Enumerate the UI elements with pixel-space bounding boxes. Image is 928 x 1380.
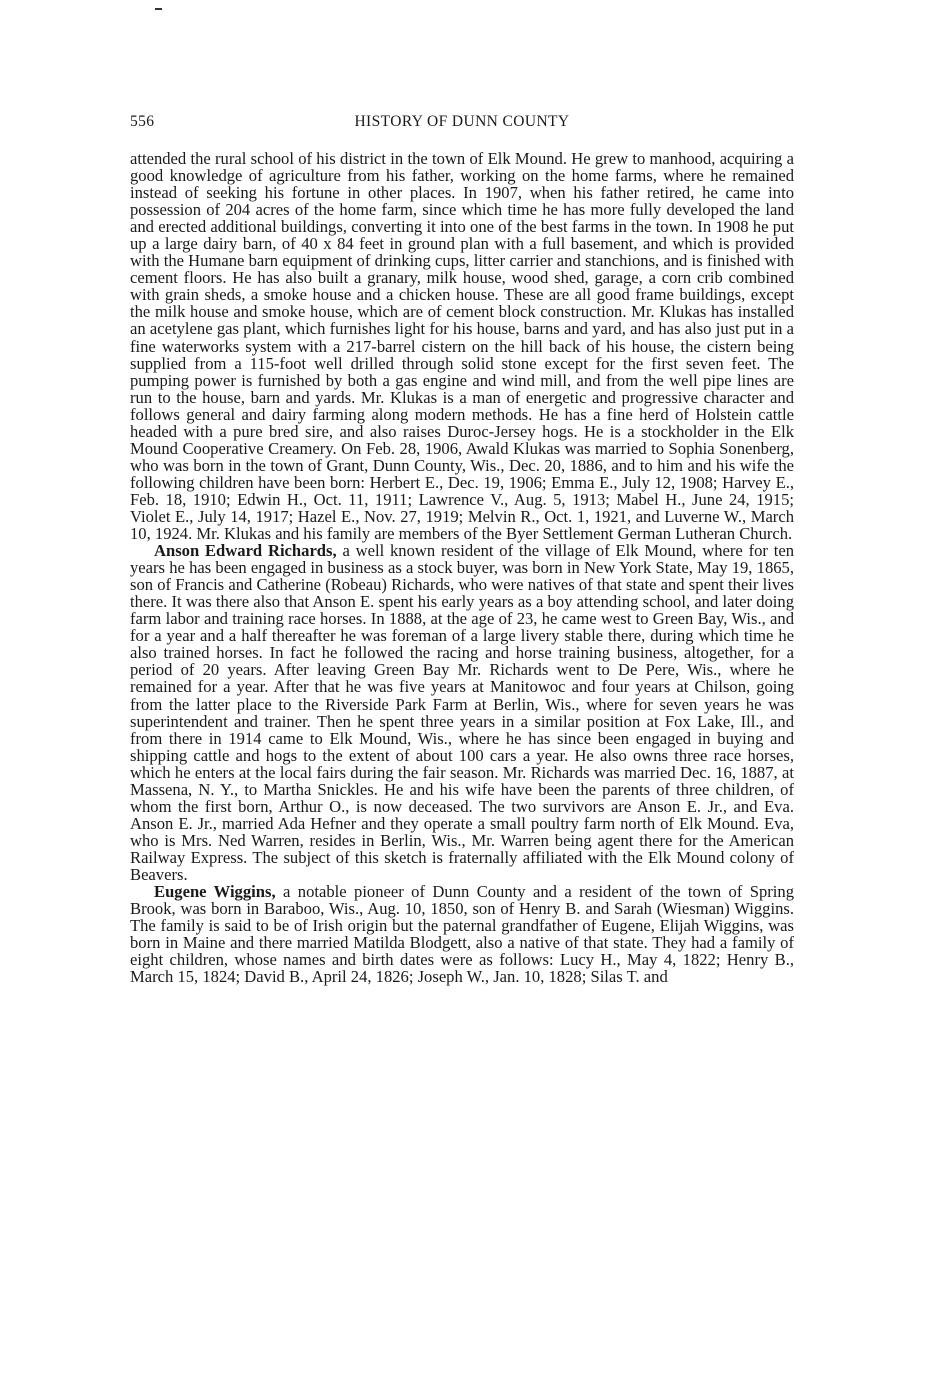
paragraph-klukas-continued bbox=[130, 150, 794, 542]
paragraph-text: a well known resident of the village of Elk Mound, where for ten years he has been engaged in business as a stock buyer, was born in New York State, May 19, 1865, son of Francis and Catherine (Robeau) Richards, who were natives of that state and spent their lives there. It was there also that Anson E. spent his early years as a boy attending school, and later doing farm labor and training race horses. In 1888, at the age of 23, he came west to Green Bay, Wis., and for a year and a half thereafter he was foreman of a large livery stable there, during which time he also trained horses. In fact he followed the racing and horse training business, altogether, for a period of 20 years. After leaving Green Bay Mr. Richards went to De Pere, Wis., where he remained for a year. After that he was five years at Manitowoc and four years at Chilson, going from the latter place to the Riverside Park Farm at Berlin, Wis., where for seven years he was superintendent and trainer. Then he spent three years in a similar position at Fox Lake, Ill., and from there in 1914 came to Elk Mound, Wis., where he has since been engaged in buying and shipping cattle and hogs to the extent of about 100 cars a year. He also owns three race horses, which he enters at the local fairs during the fair season. Mr. Richards was married Dec. 16, 1887, at Massena, N. Y., to Martha Snickles. He and his wife have been the parents of three children, of whom the first born, Arthur O., is now deceased. The two survivors are Anson E. Jr., and Eva. Anson E. Jr., married Ada Hefner and they operate a small poultry farm north of Elk Mound. Eva, who is Mrs. Ned Warren, resides in Berlin, Wis., Mr. Warren being agent there for the American Railway Express. The subject of this sketch is fraternally affiliated with the Elk Mound colony of Beavers. bbox=[130, 541, 794, 884]
subject-name: Anson Edward Richards, bbox=[154, 541, 337, 561]
paragraph-text: attended the rural school of his district in the town of Elk Mound. He grew to manhood, acquiring a good knowledge of agriculture from his father, working on the home farms, where he remained instead of seeking his fortune in other places. In 1907, when his father retired, he came into possession of 204 acres of the home farm, since which time he has more fully developed the land and erected additional buildings, converting it into one of the best farms in the town. In 1908 he put up a large dairy barn, of 40 x 84 feet in ground plan with a full basement, and which is provided with the Humane barn equipment of drinking cups, litter carrier and stanchions, and is finished with cement floors. He has also built a granary, milk house, wood shed, garage, a corn crib combined with grain sheds, a smoke house and a chicken house. These are all good frame buildings, except the milk house and smoke house, which are of cement block construction. Mr. Klukas has installed an acetylene gas plant, which furnishes light for his house, barns and yard, and has also just put in a fine waterworks system with a 217-barrel cistern on the hill back of his house, the cistern being supplied from a 115-foot well drilled through solid stone except for the first seven feet. The pumping power is furnished by both a gas engine and wind mill, and from the well pipe lines are run to the house, barn and yards. Mr. Klukas is a man of energetic and progressive character and follows general and dairy farming along modern methods. He has a fine herd of Holstein cattle headed with a pure bred sire, and also raises Duroc-Jersey hogs. He is a stockholder in the Elk Mound Cooperative Creamery. On Feb. 28, 1906, Awald Klukas was married to Sophia Sonenberg, who was born in the town of Grant, Dunn County, Wis., Dec. 20, 1886, and to him and his wife the following children have been born: Herbert E., Dec. 19, 1906; Emma E., July 12, 1908; Harvey E., Feb. 18, 1910; Edwin H., Oct. 11, 1911; Lawrence V., Aug. 5, 1913; Mabel H., June 24, 1915; Violet E., July 14, 1917; Hazel E., Nov. 27, 1919; Melvin R., Oct. 1, 1921, and Luverne W., March 10, 1924. Mr. Klukas and his family are members of the Byer Settlement German Lutheran Church. bbox=[130, 149, 794, 544]
subject-name: Eugene Wiggins, bbox=[154, 882, 276, 902]
scan-speck bbox=[155, 8, 162, 10]
body-text bbox=[130, 150, 794, 985]
page-header bbox=[130, 113, 794, 135]
paragraph-eugene-wiggins bbox=[130, 883, 794, 985]
page-number: 556 bbox=[130, 113, 155, 130]
paragraph-anson-richards bbox=[130, 542, 794, 883]
running-head: HISTORY OF DUNN COUNTY bbox=[354, 113, 570, 130]
paragraph-text: a notable pioneer of Dunn County and a resident of the town of Spring Brook, was born in Baraboo, Wis., Aug. 10, 1850, son of Henry B. and Sarah (Wiesman) Wiggins. The family is said to be of Irish origin but the paternal grandfather of Eugene, Elijah Wiggins, was born in Maine and there married Matilda Blodgett, also a native of that state. They had a family of eight children, whose names and birth dates were as follows: Lucy H., May 4, 1822; Henry B., March 15, 1824; David B., April 24, 1826; Joseph W., Jan. 10, 1828; Silas T. and bbox=[130, 882, 794, 987]
